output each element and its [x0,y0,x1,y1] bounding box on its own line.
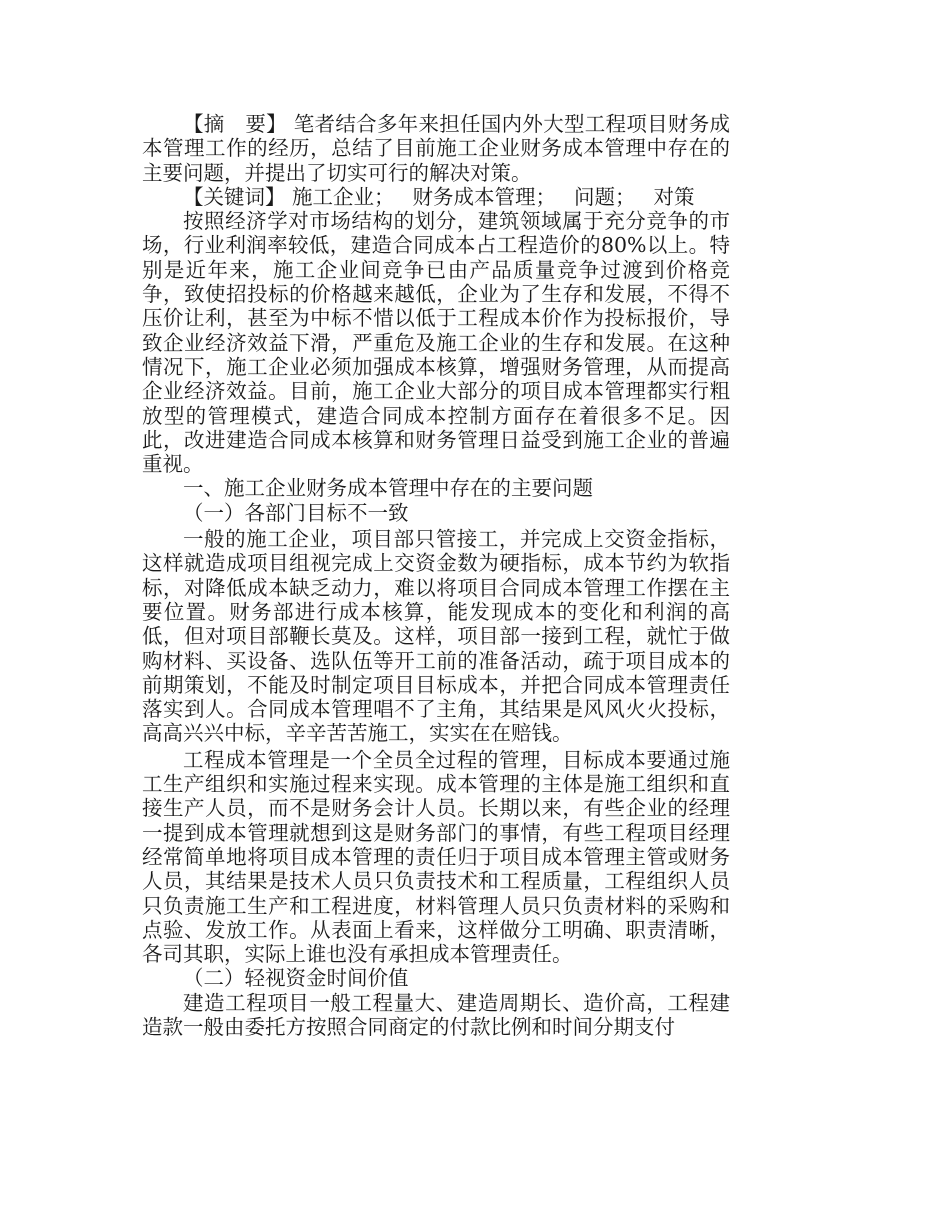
keyword-item: 对策 [653,184,695,209]
intro-paragraph: 按照经济学对市场结构的划分，建筑领域属于充分竞争的市场，行业利润率较低，建造合同成本占工程造价的80%以上。特别是近年来，施工企业间竞争已由产品质量竞争过渡到价格竞争，致使招投标的价格越来越低，企业为了生存和发展，不得不压价让利，甚至为中标不惜以低于工程成本价作为投标报价，导致企业经济效益下滑，严重危及施工企业的生存和发展。在这种情况下，施工企业必须加强成本核算，增强财务管理，从而提高企业经济效益。目前，施工企业大部分的项目成本管理都实行粗放型的管理模式，建造合同成本控制方面存在着很多不足。因此，改进建造合同成本核算和财务管理日益受到施工企业的普遍重视。 [142,209,730,477]
keywords-line [142,185,730,209]
body-paragraph: 工程成本管理是一个全员全过程的管理，目标成本要通过施工生产组织和实施过程来实现。成本管理的主体是施工组织和直接生产人员，而不是财务会计人员。长期以来，有些企业的经理一提到成本管理就想到这是财务部门的事情，有些工程项目经理经常简单地将项目成本管理的责任归于项目成本管理主管或财务人员，其结果是技术人员只负责技术和工程质量，工程组织人员只负责施工生产和工程进度，材料管理人员只负责材料的采购和点验、发放工作。从表面上看来，这样做分工明确、职责清晰，各司其职，实际上谁也没有承担成本管理责任。 [142,747,730,967]
abstract-text: 笔者结合多年来担任国内外大型工程项目财务成本管理工作的经历，总结了目前施工企业财务成本管理中存在的主要问题，并提出了切实可行的解决对策。 [142,112,730,185]
keywords-label: 【关键词】 [183,184,286,209]
keyword-item: 施工企业； [292,184,395,209]
subsection-heading: （二）轻视资金时间价值 [183,966,409,991]
keyword-item: 财务成本管理； [412,184,557,209]
abstract-paragraph [142,112,730,185]
document-page [142,112,730,1039]
subsection-heading: （一）各部门目标不一致 [183,500,409,525]
abstract-label: 【摘 要】 [183,112,287,136]
keyword-item: 问题； [574,184,636,209]
body-paragraph: 一般的施工企业，项目部只管接工，并完成上交资金指标，这样就造成项目组视完成上交资金数为硬指标，成本节约为软指标，对降低成本缺乏动力，难以将项目合同成本管理工作摆在主要位置。财务部进行成本核算，能发现成本的变化和利润的高低，但对项目部鞭长莫及。这样，项目部一接到工程，就忙于做购材料、买设备、选队伍等开工前的准备活动，疏于项目成本的前期策划，不能及时制定项目目标成本，并把合同成本管理责任落实到人。合同成本管理唱不了主角，其结果是风风火火投标，高高兴兴中标，辛辛苦苦施工，实实在在赔钱。 [142,527,730,746]
section-heading: 一、施工企业财务成本管理中存在的主要问题 [183,476,593,501]
body-paragraph: 建造工程项目一般工程量大、建造周期长、造价高，工程建造款一般由委托方按照合同商定的付款比例和时间分期支付 [142,990,730,1039]
